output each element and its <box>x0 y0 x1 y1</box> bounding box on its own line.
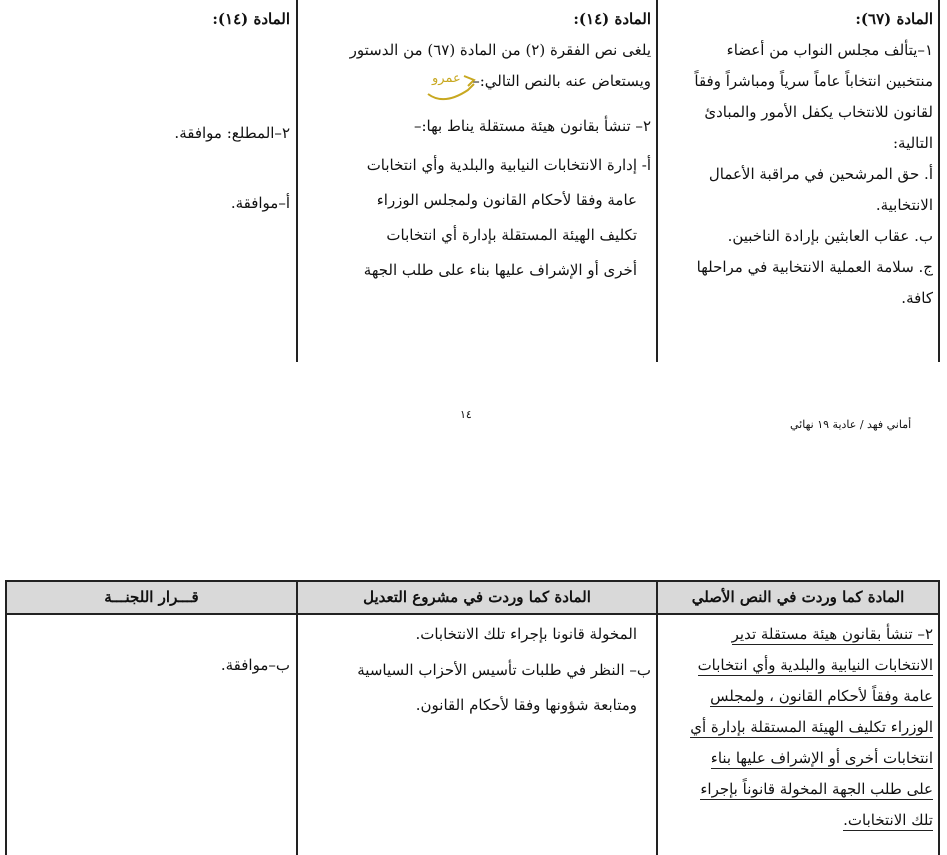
text-line: تلك الانتخابات. <box>843 811 933 829</box>
text-line: يلغى نص الفقرة (٢) من المادة (٦٧) من الدستور <box>349 41 651 59</box>
amendment-text-cell <box>302 619 651 721</box>
text-line: ومتابعة شؤونها وفقا لأحكام القانون. <box>415 696 637 714</box>
decision-line-2 <box>6 188 290 219</box>
text-line: عامة وفقاً لأحكام القانون ، ولمجلس <box>710 687 933 705</box>
text-line: ١–يتألف مجلس النواب من أعضاء <box>726 41 933 59</box>
text-line: لقانون للانتخاب يكفل الأمور والمبادئ <box>704 103 933 121</box>
table2-border-left <box>5 580 7 855</box>
header-committee-decision: قـــرار اللجنـــة <box>104 588 199 606</box>
handwritten-annotation <box>424 66 484 106</box>
table2-divider-1 <box>656 580 658 855</box>
text-line: أ. حق المرشحين في مراقبة الأعمال <box>708 165 933 183</box>
text-line: الانتخابية. <box>875 196 933 214</box>
text-line: ويستعاض عنه بالنص التالي:– <box>472 72 651 90</box>
text-line: كافة. <box>901 289 933 307</box>
text-line: ب– النظر في طلبات تأسيس الأحزاب السياسية <box>357 661 651 679</box>
decision-cell <box>6 4 290 35</box>
decision-b-cell <box>6 650 290 681</box>
text-line: ٢– تنشأ بقانون هيئة مستقلة تدير <box>731 625 933 643</box>
text-line: منتخبين انتخاباً عاماً سرياً ومباشراً وفقاً <box>694 72 933 90</box>
text-line: الانتخابات النيابية والبلدية وأي انتخابات <box>697 656 933 674</box>
text-line: ٢–المطلع: موافقة. <box>174 124 290 142</box>
handwritten-text: عمرو <box>432 71 461 86</box>
amendment-article-14-cell <box>302 4 651 288</box>
decision-line-1 <box>6 118 290 149</box>
table2-border-right <box>938 580 940 855</box>
text-line: الوزراء تكليف الهيئة المستقلة بإدارة أي <box>690 718 933 736</box>
text-line: أخرى أو الإشراف عليها بناء على طلب الجهة <box>363 261 637 279</box>
decision-title: المادة (١٤): <box>212 10 290 28</box>
table2-header-bottom <box>5 613 939 615</box>
footer-note: أماني فهد / عادية ١٩ نهائي <box>790 418 912 431</box>
text-line: المخولة قانونا بإجراء تلك الانتخابات. <box>415 625 637 643</box>
article-67-title: المادة (٦٧): <box>855 10 933 28</box>
text-line: ب. عقاب العابثين بإرادة الناخبين. <box>727 227 933 245</box>
table2-divider-2 <box>296 580 298 855</box>
header-amendment-text: المادة كما وردت في مشروع التعديل <box>363 588 591 606</box>
page-number: ١٤ <box>460 408 472 421</box>
text-line: ٢– تنشأ بقانون هيئة مستقلة يناط بها:– <box>414 117 651 135</box>
text-line: ب–موافقة. <box>220 656 290 674</box>
original-text-cell <box>663 619 933 836</box>
header-original-text: المادة كما وردت في النص الأصلي <box>691 588 905 606</box>
text-line: التالية: <box>892 134 933 152</box>
table1-divider-1 <box>656 0 658 362</box>
amendment-title: المادة (١٤): <box>573 10 651 28</box>
text-line: أ- إدارة الانتخابات النيابية والبلدية وأي انتخابات <box>366 156 651 174</box>
table1-divider-2 <box>296 0 298 362</box>
text-line: ج. سلامة العملية الانتخابية في مراحلها <box>696 258 933 276</box>
text-line: أ–موافقة. <box>230 194 290 212</box>
text-line: عامة وفقا لأحكام القانون ولمجلس الوزراء <box>376 191 637 209</box>
handwritten-mark-icon <box>424 66 484 106</box>
text-line: على طلب الجهة المخولة قانوناً بإجراء <box>700 780 933 798</box>
text-line: تكليف الهيئة المستقلة بإدارة أي انتخابات <box>386 226 637 244</box>
original-article-67-cell <box>663 4 933 314</box>
table1-border-right <box>938 0 940 362</box>
text-line: انتخابات أخرى أو الإشراف عليها بناء <box>710 749 933 767</box>
